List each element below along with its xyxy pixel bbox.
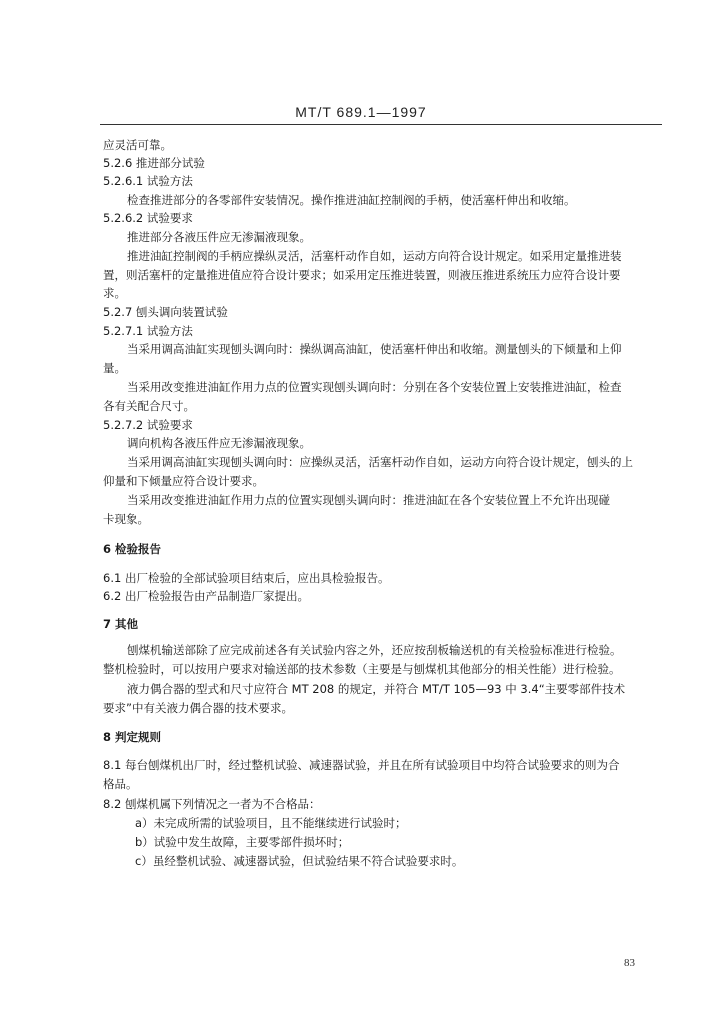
list-item: b）试验中发生故障，主要零部件损坏时； xyxy=(135,835,350,849)
standard-code-header: MT/T 689.1—1997 xyxy=(295,104,427,120)
text-line: 检查推进部分的各零部件安装情况。操作推进油缸控制阀的手柄，使活塞杆伸出和收缩。 xyxy=(127,193,576,207)
header-rule xyxy=(100,124,662,125)
text-line: 卡现象。 xyxy=(103,512,149,526)
text-line: 置，则活塞杆的定量推进值应符合设计要求；如采用定压推进装置，则液压推进系统压力应符合设计要 xyxy=(103,268,621,282)
page-number: 83 xyxy=(624,957,635,969)
text-line: 液力偶合器的型式和尺寸应符合 MT 208 的规定，并符合 MT/T 105—93 中 3.4“主要零部件技术 xyxy=(127,682,626,696)
list-item: a）未完成所需的试验项目，且不能继续进行试验时； xyxy=(135,816,407,830)
text-line: 当采用调高油缸实现刨头调向时：操纵调高油缸，使活塞杆伸出和收缩。测量刨头的下倾量和上仰 xyxy=(127,342,622,356)
text-line: 推进油缸控制阀的手柄应操纵灵活，活塞杆动作自如，运动方向符合设计规定。如采用定量推进装 xyxy=(127,249,622,263)
section-heading: 5.2.6.1 试验方法 xyxy=(103,174,193,188)
section-heading: 5.2.7 刨头调向装置试验 xyxy=(103,305,228,319)
text-line: 格品。 xyxy=(103,777,138,791)
text-line: 各有关配合尺寸。 xyxy=(103,399,195,413)
section-heading: 5.2.6 推进部分试验 xyxy=(103,156,205,170)
section-heading: 5.2.7.2 试验要求 xyxy=(103,418,193,432)
text-line: 仰量和下倾量应符合设计要求。 xyxy=(103,474,264,488)
text-line: 当采用改变推进油缸作用力点的位置实现刨头调向时：推进油缸在各个安装位置上不允许出现碰 xyxy=(127,493,610,507)
list-item: c）虽经整机试验、减速器试验，但试验结果不符合试验要求时。 xyxy=(135,854,464,868)
text-line: 当采用调高油缸实现刨头调向时：应操纵灵活，活塞杆动作自如，运动方向符合设计规定，刨头的上 xyxy=(127,455,633,469)
text-line: 量。 xyxy=(103,361,126,375)
text-line: 6.1 出厂检验的全部试验项目结束后，应出具检验报告。 xyxy=(103,571,390,585)
text-line: 8.2 刨煤机属下列情况之一者为不合格品： xyxy=(103,797,321,811)
section-heading: 5.2.6.2 试验要求 xyxy=(103,211,193,225)
text-line: 应灵活可靠。 xyxy=(103,138,172,152)
text-line: 8.1 每台刨煤机出厂时，经过整机试验、减速器试验，并且在所有试验项目中均符合试验要求的则为合 xyxy=(103,758,620,772)
text-line: 6.2 出厂检验报告由产品制造厂家提出。 xyxy=(103,589,309,603)
text-line: 整机检验时，可以按用户要求对输送部的技术参数（主要是与刨煤机其他部分的相关性能）进行检验。 xyxy=(103,662,621,676)
chapter-heading: 8 判定规则 xyxy=(103,730,162,744)
text-line: 推进部分各液压件应无渗漏液现象。 xyxy=(127,230,311,244)
text-line: 求。 xyxy=(103,286,126,300)
chapter-heading: 6 检验报告 xyxy=(103,542,162,556)
text-line: 调向机构各液压件应无渗漏液现象。 xyxy=(127,436,311,450)
text-line: 刨煤机输送部除了应完成前述各有关试验内容之外，还应按刮板输送机的有关检验标准进行检验。 xyxy=(127,643,622,657)
text-line: 当采用改变推进油缸作用力点的位置实现刨头调向时：分别在各个安装位置上安装推进油缸，检查 xyxy=(127,380,622,394)
text-line: 要求”中有关液力偶合器的技术要求。 xyxy=(103,701,293,715)
chapter-heading: 7 其他 xyxy=(103,617,139,631)
section-heading: 5.2.7.1 试验方法 xyxy=(103,324,193,338)
